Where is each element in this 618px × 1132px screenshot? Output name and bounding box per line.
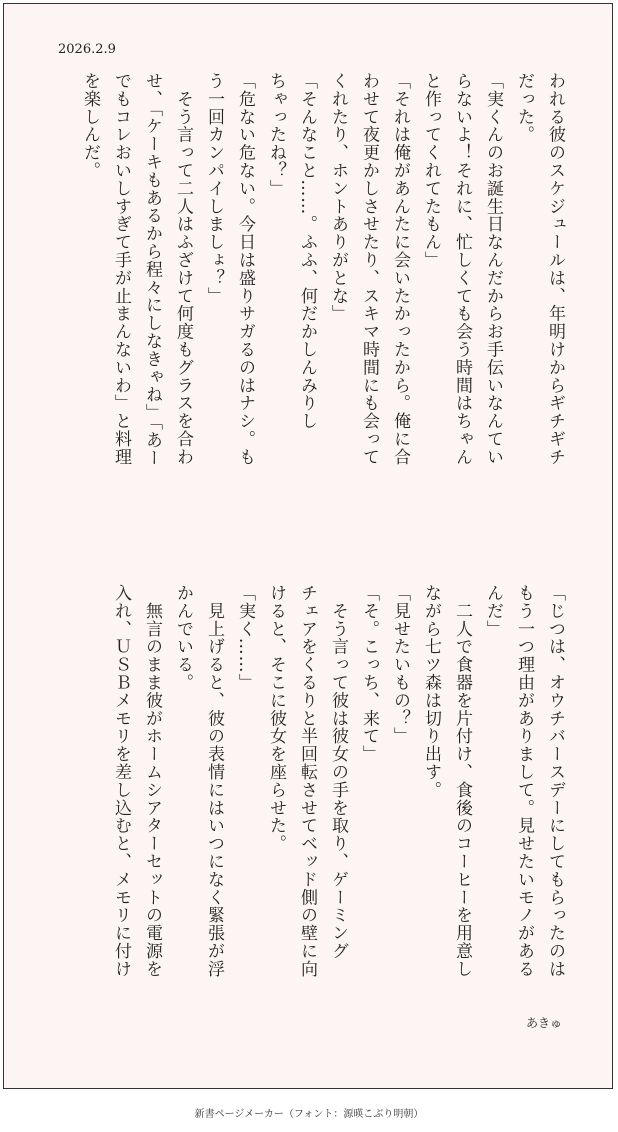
text-line: 「そんなこと……。ふふ、何だかしんみりし	[297, 72, 317, 430]
text-line: だった。	[514, 72, 534, 144]
text-line: けると、そこに彼女を座らせた。	[266, 584, 286, 853]
text-line: チェアをくるりと半回転させてベッド側の壁に向	[297, 584, 317, 978]
text-line: かんでいる。	[173, 584, 193, 692]
text-line: せ、「ケーキもあるから程々にしなきゃね」「あー	[142, 72, 162, 467]
text-column-bottom	[48, 584, 570, 1024]
text-line: ながら七ツ森は切り出す。	[421, 584, 441, 799]
text-line: と作ってくれてたもん」	[421, 72, 441, 269]
footer-credit: 新書ページメーカー（フォント：源暎こぶり明朝）	[194, 1109, 424, 1120]
text-line: らないよ！それに、忙しくても会う時間はちゃん	[452, 72, 472, 466]
text-line: そう言って二人はふざけて何度もグラスを合わ	[173, 72, 193, 466]
text-line: 「危ない危ない。今日は盛りサガるのはナシ。も	[235, 72, 255, 466]
text-line: そう言って彼は彼女の手を取り、ゲーミング	[328, 584, 348, 960]
text-line: を楽しんだ。	[80, 72, 100, 180]
text-line: くれたり、ホントありがとな」	[328, 72, 348, 323]
author-name: あきゅ	[525, 1016, 562, 1030]
page-date: 2026.2.9	[58, 42, 116, 57]
text-line: 「実くんのお誕生日なんだからお手伝いなんてい	[483, 72, 503, 466]
text-line: んだ」	[483, 584, 503, 638]
text-line: もう一つ理由がありまして。見せたいモノがある	[514, 584, 534, 978]
text-line: 「じつは、オウチバースデーにしてもらったのは	[545, 584, 565, 978]
text-line: 無言のまま彼がホームシアターセットの電源を	[142, 584, 162, 978]
text-line: われる彼のスケジュールは、年明けからギチギチ	[545, 72, 565, 466]
text-line: 「実く……」	[235, 584, 255, 692]
text-line: 「そ。こっち、来て」	[359, 584, 379, 763]
text-line: 見上げると、彼の表情にはいつになく緊張が浮	[204, 584, 224, 978]
text-column-top	[48, 72, 570, 512]
text-line: わせて夜更かしさせたり、スキマ時間にも会って	[359, 72, 379, 466]
text-line: ちゃったね？」	[266, 72, 286, 198]
book-page	[3, 3, 613, 1089]
text-line: でもコレおいしすぎて手が止まんないわ」と料理	[111, 72, 131, 466]
text-line: 二人で食器を片付け、食後のコーヒーを用意し	[452, 584, 472, 978]
text-line: 「見せたいもの？」	[390, 584, 410, 746]
text-line: 入れ、ＵＳＢメモリを差し込むと、メモリに付け	[111, 584, 131, 978]
text-line: う一回カンパイしましょ？」	[204, 72, 224, 305]
text-line: 「それは俺があんたに会いたかったから。俺に合	[390, 72, 410, 466]
